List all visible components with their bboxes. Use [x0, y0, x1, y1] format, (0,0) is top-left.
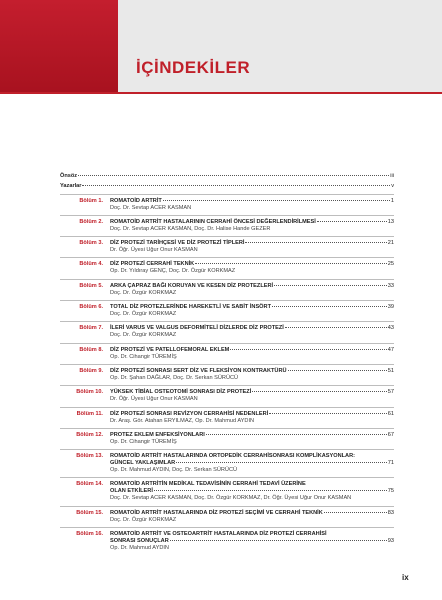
toc-front-entry: [60, 183, 394, 190]
chapter-authors: Doç. Dr. Özgür KORKMAZ: [110, 516, 177, 523]
chapter-authors: Dr. Öğr. Üyesi Uğur Onur KASMAN: [110, 396, 198, 403]
toc-separator: [60, 343, 394, 344]
chapter-title-line: [110, 432, 394, 439]
chapter-label: Bölüm 1.: [79, 197, 103, 204]
chapter-title: PROTEZ EKLEM ENFEKSİYONLARI: [110, 431, 205, 438]
toc-separator: [60, 364, 394, 365]
chapter-authors: Doç. Dr. Sevtap ACER KASMAN, Doç. Dr. Halise Hande GEZER: [110, 225, 271, 232]
toc-separator: [60, 300, 394, 301]
chapter-content: [110, 261, 394, 275]
chapter-title-line: [110, 283, 394, 290]
table-of-contents: [60, 173, 394, 555]
chapter-page-number: 71: [387, 460, 394, 467]
chapter-title: DİZ PROTEZİ CERRAHİ TEKNİK: [110, 261, 195, 268]
toc-chapter-entry: [60, 510, 394, 524]
chapter-title: DİZ PROTEZİ SONRASI REVİZYON CERRAHİSİ NEDENLERİ: [110, 410, 269, 417]
toc-separator: [60, 215, 394, 216]
chapter-title-line: ROMATOİD ARTRİT VE OSTEOARTRİT HASTALARINDA DİZ PROTEZİ CERRAHİSİ: [110, 531, 327, 538]
toc-front-title: Yazarlar: [60, 183, 82, 190]
chapter-authors: Op. Dr. Cihangir TÜREMİŞ: [110, 438, 177, 445]
chapter-page-number: 51: [387, 367, 394, 374]
chapter-title: ROMATOİD ARTRİT HASTALARINDA DİZ PROTEZİ SEÇİMİ VE CERRAHİ TEKNİK: [110, 509, 323, 516]
chapter-label: Bölüm 2.: [79, 218, 103, 225]
chapter-title: TOTAL DİZ PROTEZLERİNDE HAREKETLİ VE SABİT İNSÖRT: [110, 304, 271, 311]
toc-chapter-entry: [60, 283, 394, 297]
header-rule: [0, 92, 442, 94]
dot-leader: [324, 512, 387, 513]
chapter-authors: Op. Dr. Yıldıray GENÇ, Doç. Dr. Özgür KORKMAZ: [110, 268, 236, 275]
chapter-page-number: 13: [387, 218, 394, 225]
chapter-label: Bölüm 4.: [79, 261, 103, 268]
chapter-title-line: ROMATOİD ARTRİT HASTALARINDA ORTOPEDİK CERRAHİSONRASI KOMPLİKASYONLAR:: [110, 453, 355, 460]
toc-chapter-entry: [60, 261, 394, 275]
dot-leader: [154, 490, 387, 491]
chapter-page-number: 93: [387, 538, 394, 545]
toc-separator: [60, 321, 394, 322]
chapter-title-line: [110, 347, 394, 354]
toc-chapter-entry: [60, 389, 394, 403]
toc-separator: [60, 449, 394, 450]
chapter-content: [110, 347, 394, 361]
chapter-page-number: 25: [387, 261, 394, 268]
page-title: İÇİNDEKİLER: [136, 58, 251, 77]
toc-chapter-entry: [60, 304, 394, 318]
chapter-authors: Doç. Dr. Sevtap ACER KASMAN, Doç. Dr. Özgür KORKMAZ, Dr. Öğr. Üyesi Uğur Onur KASMAN: [110, 495, 352, 502]
chapter-title-line: [110, 219, 394, 226]
chapter-content: [110, 432, 394, 446]
chapter-content: [110, 510, 394, 524]
chapter-authors: Dr. Öğr. Üyesi Uğur Onur KASMAN: [110, 247, 198, 254]
chapter-page-number: 47: [387, 346, 394, 353]
dot-leader: [78, 175, 389, 176]
toc-separator: [60, 385, 394, 386]
toc-separator: [60, 236, 394, 237]
chapter-content: [110, 325, 394, 339]
toc-chapter-entry: [60, 219, 394, 233]
chapter-label: Bölüm 5.: [79, 282, 103, 289]
chapter-label: Bölüm 12.: [76, 431, 103, 438]
dot-leader: [170, 540, 387, 541]
chapter-content: [110, 283, 394, 297]
chapter-label: Bölüm 11.: [76, 410, 103, 417]
chapter-label: Bölüm 7.: [79, 325, 103, 332]
chapter-title-last-line: [110, 538, 394, 545]
chapter-title-line: [110, 368, 394, 375]
chapter-authors: Op. Dr. Şahan DAĞLAR, Doç. Dr. Serkan SÜRÜCÜ: [110, 374, 239, 381]
chapter-title: İLERİ VARUS VE VALGUS DEFORMİTELİ DİZLERDE DİZ PROTEZİ: [110, 325, 284, 332]
dot-leader: [176, 462, 387, 463]
toc-chapter-entry: [60, 198, 394, 212]
toc-front-line: [60, 173, 394, 180]
chapter-title-line: SONRASI SONUÇLAR: [110, 538, 169, 545]
toc-front-content: [60, 183, 394, 190]
chapter-label: Bölüm 13.: [76, 453, 103, 460]
chapter-content: [110, 219, 394, 233]
chapter-title: DİZ PROTEZİ SONRASI SERT DİZ VE FLEKSİYON KONTRAKTÜRÜ: [110, 367, 287, 374]
chapter-title-line: [110, 411, 394, 418]
chapter-title: ROMATOİD ARTRİT: [110, 197, 162, 204]
chapter-title: YÜKSEK TİBİAL OSTEOTOMİ SONRASI DİZ PROTEZİ: [110, 389, 252, 396]
toc-chapter-entry: [60, 411, 394, 425]
chapter-title: DİZ PROTEZİ TARİHÇESİ VE DİZ PROTEZİ TİPLERİ: [110, 240, 245, 247]
toc-chapter-entry: [60, 325, 394, 339]
chapter-label: Bölüm 14.: [76, 481, 103, 488]
chapter-label: Bölüm 8.: [79, 346, 103, 353]
chapter-content: [110, 240, 394, 254]
chapter-page-number: 83: [387, 509, 394, 516]
chapter-page-number: 33: [387, 282, 394, 289]
dot-leader: [288, 370, 387, 371]
chapter-content: [110, 198, 394, 212]
dot-leader: [230, 349, 386, 350]
toc-front-entry: [60, 173, 394, 180]
chapter-title-line: GÜNCEL YAKLAŞIMLAR: [110, 460, 176, 467]
chapter-content: [110, 481, 394, 502]
chapter-page-number: 61: [387, 410, 394, 417]
chapter-title: ARKA ÇAPRAZ BAĞI KORUYAN VE KESEN DİZ PROTEZLERİ: [110, 282, 274, 289]
chapter-content: [110, 531, 394, 552]
chapter-authors: Doç. Dr. Özgür KORKMAZ: [110, 311, 177, 318]
toc-chapter-entry: [60, 432, 394, 446]
chapter-title-line: OLAN ETKİLERİ: [110, 488, 153, 495]
chapter-label: Bölüm 3.: [79, 240, 103, 247]
dot-leader: [285, 327, 387, 328]
chapter-label: Bölüm 10.: [76, 389, 103, 396]
toc-separator: [60, 194, 394, 195]
chapter-page-number: 39: [387, 304, 394, 311]
chapter-page-number: 57: [387, 389, 394, 396]
chapter-content: [110, 453, 394, 474]
dot-leader: [195, 263, 387, 264]
toc-separator: [60, 407, 394, 408]
chapter-label: Bölüm 9.: [79, 367, 103, 374]
toc-chapter-entry: [60, 531, 394, 552]
dot-leader: [274, 285, 387, 286]
chapter-title: ROMATOİD ARTRİT HASTALARININ CERRAHİ ÖNCESİ DEĞERLENDİRİLMESİ: [110, 218, 316, 225]
chapter-title-line: [110, 510, 394, 517]
chapter-label: Bölüm 6.: [79, 304, 103, 311]
toc-front-title: Önsöz: [60, 173, 78, 179]
toc-chapter-entry: [60, 240, 394, 254]
dot-leader: [317, 221, 387, 222]
chapter-page-number: 75: [387, 488, 394, 495]
chapter-authors: Doç. Dr. Sevtap ACER KASMAN: [110, 204, 192, 211]
chapter-content: [110, 411, 394, 425]
chapter-content: [110, 389, 394, 403]
chapter-authors: Doç. Dr. Özgür KORKMAZ: [110, 332, 177, 339]
dot-leader: [269, 413, 387, 414]
toc-separator: [60, 257, 394, 258]
dot-leader: [245, 242, 386, 243]
dot-leader: [163, 200, 390, 201]
chapter-title: DİZ PROTEZİ VE PATELLOFEMORAL EKLEM: [110, 346, 230, 353]
chapter-label: Bölüm 15.: [76, 509, 103, 516]
toc-page-number: v: [391, 183, 394, 190]
toc-chapter-entry: [60, 368, 394, 382]
dot-leader: [82, 185, 390, 186]
chapter-page-number: 43: [387, 325, 394, 332]
toc-separator: [60, 279, 394, 280]
chapter-content: [110, 368, 394, 382]
toc-front-content: [60, 173, 394, 180]
toc-chapter-entry: [60, 481, 394, 502]
chapter-authors: Op. Dr. Mahmud AYDIN: [110, 545, 169, 552]
toc-separator: [60, 527, 394, 528]
chapter-page-number: 67: [387, 431, 394, 438]
dot-leader: [252, 391, 387, 392]
toc-chapter-entry: [60, 347, 394, 361]
toc-front-line: [60, 183, 394, 190]
page-number: ix: [402, 573, 409, 582]
toc-separator: [60, 428, 394, 429]
header-accent-block: [0, 0, 118, 92]
dot-leader: [206, 434, 387, 435]
chapter-title-line: [110, 198, 394, 205]
chapter-authors: Dr. Araş. Gör. Atahan ERYILMAZ, Op. Dr. Mahmud AYDIN: [110, 417, 255, 424]
chapter-label: Bölüm 16.: [76, 531, 103, 538]
chapter-content: [110, 304, 394, 318]
toc-page-number: iii: [390, 173, 394, 179]
chapter-authors: Op. Dr. Mahmud AYDIN, Doç. Dr. Serkan SÜRÜCÜ: [110, 467, 238, 474]
chapter-page-number: 1: [390, 197, 394, 204]
toc-chapter-entry: [60, 453, 394, 474]
toc-separator: [60, 477, 394, 478]
toc-separator: [60, 506, 394, 507]
chapter-authors: Op. Dr. Cihangir TÜREMİŞ: [110, 353, 177, 360]
chapter-page-number: 21: [387, 240, 394, 247]
chapter-authors: Doç. Dr. Özgür KORKMAZ: [110, 289, 177, 296]
dot-leader: [272, 306, 387, 307]
chapter-title-line: ROMATOİD ARTRİTİN MEDİKAL TEDAVİSİNİN CERRAHİ TEDAVİ ÜZERİNE: [110, 481, 306, 488]
